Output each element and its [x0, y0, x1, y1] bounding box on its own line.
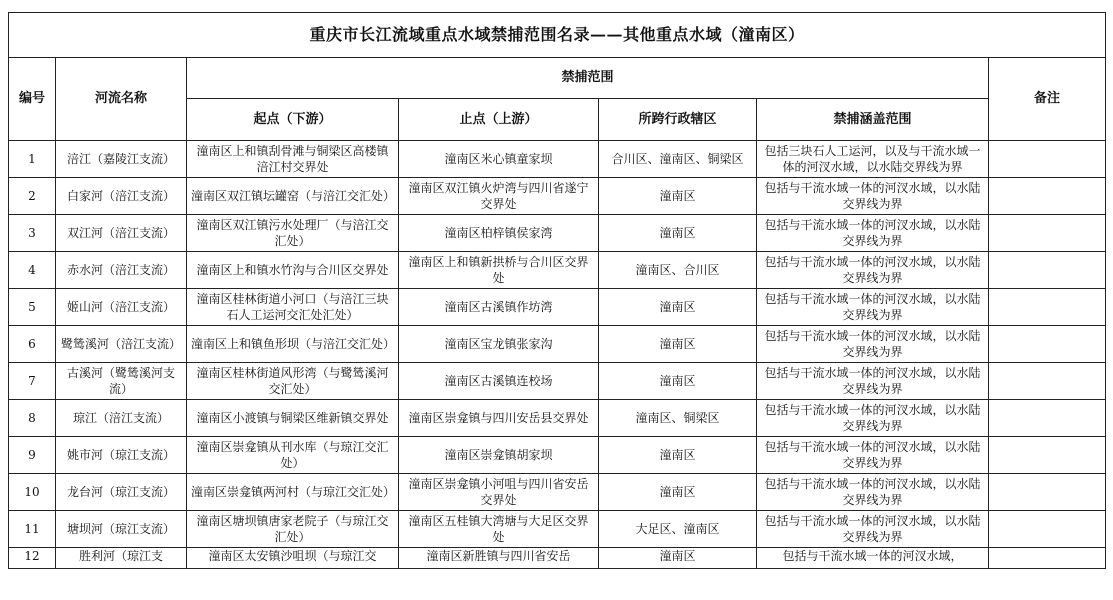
row-number: 12: [9, 548, 56, 569]
river-name: 姬山河（涪江支流）: [56, 289, 187, 326]
end-point: 潼南区崇龛镇与四川安岳县交界处: [399, 400, 599, 437]
remarks: [989, 289, 1106, 326]
start-point: 潼南区上和镇鱼形坝（与涪江交汇处）: [187, 326, 399, 363]
end-point: 潼南区新胜镇与四川省安岳: [399, 548, 599, 569]
end-point: 潼南区五桂镇大湾塘与大足区交界处: [399, 511, 599, 548]
districts: 潼南区: [599, 474, 757, 511]
coverage: 包括与干流水域一体的河汊水域，以水陆交界线为界: [757, 289, 989, 326]
start-point: 潼南区崇龛镇两河村（与琼江交汇处）: [187, 474, 399, 511]
table-row: [9, 178, 1106, 215]
end-point: 潼南区米心镇童家坝: [399, 141, 599, 178]
header-river-name: 河流名称: [56, 58, 187, 141]
row-number: 9: [9, 437, 56, 474]
start-point: 潼南区上和镇水竹沟与合川区交界处: [187, 252, 399, 289]
end-point: 潼南区崇龛镇小河咀与四川省安岳交界处: [399, 474, 599, 511]
end-point: 潼南区崇龛镇胡家坝: [399, 437, 599, 474]
start-point: 潼南区双江镇坛罐窑（与涪江交汇处）: [187, 178, 399, 215]
header-remarks: 备注: [989, 58, 1106, 141]
end-point: 潼南区上和镇新拱桥与合川区交界处: [399, 252, 599, 289]
table-row: [9, 252, 1106, 289]
row-number: 11: [9, 511, 56, 548]
districts: 合川区、潼南区、铜梁区: [599, 141, 757, 178]
table-row: [9, 400, 1106, 437]
row-number: 7: [9, 363, 56, 400]
table-row: [9, 437, 1106, 474]
river-name: 龙台河（琼江支流）: [56, 474, 187, 511]
header-coverage: 禁捕涵盖范围: [757, 99, 989, 141]
start-point: 潼南区桂林街道风形湾（与鹭鸶溪河交汇处）: [187, 363, 399, 400]
coverage: 包括与干流水域一体的河汊水域，以水陆交界线为界: [757, 363, 989, 400]
header-end: 止点（上游）: [399, 99, 599, 141]
river-name: 涪江（嘉陵江支流）: [56, 141, 187, 178]
row-number: 8: [9, 400, 56, 437]
row-number: 2: [9, 178, 56, 215]
document-page: [8, 12, 1105, 569]
coverage: 包括与干流水域一体的河汊水域，以水陆交界线为界: [757, 400, 989, 437]
river-name: 古溪河（鹭鸶溪河支流）: [56, 363, 187, 400]
start-point: 潼南区上和镇刮骨滩与铜梁区高楼镇涪江村交界处: [187, 141, 399, 178]
districts: 潼南区: [599, 363, 757, 400]
table-title: 重庆市长江流域重点水域禁捕范围名录——其他重点水域（潼南区）: [9, 13, 1106, 58]
coverage: 包括与干流水域一体的河汊水域，: [757, 548, 989, 569]
row-number: 3: [9, 215, 56, 252]
header-number: 编号: [9, 58, 56, 141]
table-row: [9, 141, 1106, 178]
remarks: [989, 252, 1106, 289]
header-districts: 所跨行政辖区: [599, 99, 757, 141]
start-point: 潼南区小渡镇与铜梁区维新镇交界处: [187, 400, 399, 437]
districts: 潼南区: [599, 215, 757, 252]
header-ban-scope: 禁捕范围: [187, 58, 989, 99]
table-row: [9, 289, 1106, 326]
remarks: [989, 178, 1106, 215]
coverage: 包括与干流水域一体的河汊水域，以水陆交界线为界: [757, 252, 989, 289]
coverage: 包括与干流水域一体的河汊水域，以水陆交界线为界: [757, 178, 989, 215]
districts: 潼南区、合川区: [599, 252, 757, 289]
districts: 潼南区: [599, 548, 757, 569]
end-point: 潼南区双江镇火炉湾与四川省遂宁交界处: [399, 178, 599, 215]
districts: 大足区、潼南区: [599, 511, 757, 548]
districts: 潼南区: [599, 437, 757, 474]
row-number: 10: [9, 474, 56, 511]
river-name: 鹭鸶溪河（涪江支流）: [56, 326, 187, 363]
table-row: [9, 548, 1106, 569]
header-start: 起点（下游）: [187, 99, 399, 141]
start-point: 潼南区桂林街道小河口（与涪江三块石人工运河交汇处汇处）: [187, 289, 399, 326]
districts: 潼南区: [599, 289, 757, 326]
end-point: 潼南区古溪镇作坊湾: [399, 289, 599, 326]
coverage: 包括与干流水域一体的河汊水域，以水陆交界线为界: [757, 511, 989, 548]
river-name: 双江河（涪江支流）: [56, 215, 187, 252]
fishing-ban-table: [8, 12, 1106, 569]
remarks: [989, 511, 1106, 548]
coverage: 包括与干流水域一体的河汊水域，以水陆交界线为界: [757, 326, 989, 363]
start-point: 潼南区太安镇沙咀坝（与琼江交: [187, 548, 399, 569]
coverage: 包括与干流水域一体的河汊水域，以水陆交界线为界: [757, 215, 989, 252]
row-number: 1: [9, 141, 56, 178]
table-row: [9, 215, 1106, 252]
row-number: 5: [9, 289, 56, 326]
table-row: [9, 511, 1106, 548]
start-point: 潼南区双江镇污水处理厂（与涪江交汇处）: [187, 215, 399, 252]
river-name: 白家河（涪江支流）: [56, 178, 187, 215]
end-point: 潼南区柏梓镇侯家湾: [399, 215, 599, 252]
row-number: 4: [9, 252, 56, 289]
river-name: 赤水河（涪江支流）: [56, 252, 187, 289]
river-name: 胜利河（琼江支: [56, 548, 187, 569]
river-name: 琼江（涪江支流）: [56, 400, 187, 437]
remarks: [989, 548, 1106, 569]
remarks: [989, 141, 1106, 178]
start-point: 潼南区塘坝镇唐家老院子（与琼江交汇处）: [187, 511, 399, 548]
river-name: 姚市河（琼江支流）: [56, 437, 187, 474]
row-number: 6: [9, 326, 56, 363]
remarks: [989, 474, 1106, 511]
districts: 潼南区: [599, 178, 757, 215]
table-row: [9, 326, 1106, 363]
remarks: [989, 400, 1106, 437]
river-name: 塘坝河（琼江支流）: [56, 511, 187, 548]
remarks: [989, 326, 1106, 363]
remarks: [989, 363, 1106, 400]
remarks: [989, 437, 1106, 474]
table-row: [9, 474, 1106, 511]
coverage: 包括与干流水域一体的河汊水域，以水陆交界线为界: [757, 437, 989, 474]
table-row: [9, 363, 1106, 400]
end-point: 潼南区宝龙镇张家沟: [399, 326, 599, 363]
districts: 潼南区: [599, 326, 757, 363]
coverage: 包括三块石人工运河，以及与干流水域一体的河汊水域，以水陆交界线为界: [757, 141, 989, 178]
end-point: 潼南区古溪镇连校场: [399, 363, 599, 400]
remarks: [989, 215, 1106, 252]
start-point: 潼南区崇龛镇从刊水库（与琼江交汇处）: [187, 437, 399, 474]
coverage: 包括与干流水域一体的河汊水域，以水陆交界线为界: [757, 474, 989, 511]
districts: 潼南区、铜梁区: [599, 400, 757, 437]
